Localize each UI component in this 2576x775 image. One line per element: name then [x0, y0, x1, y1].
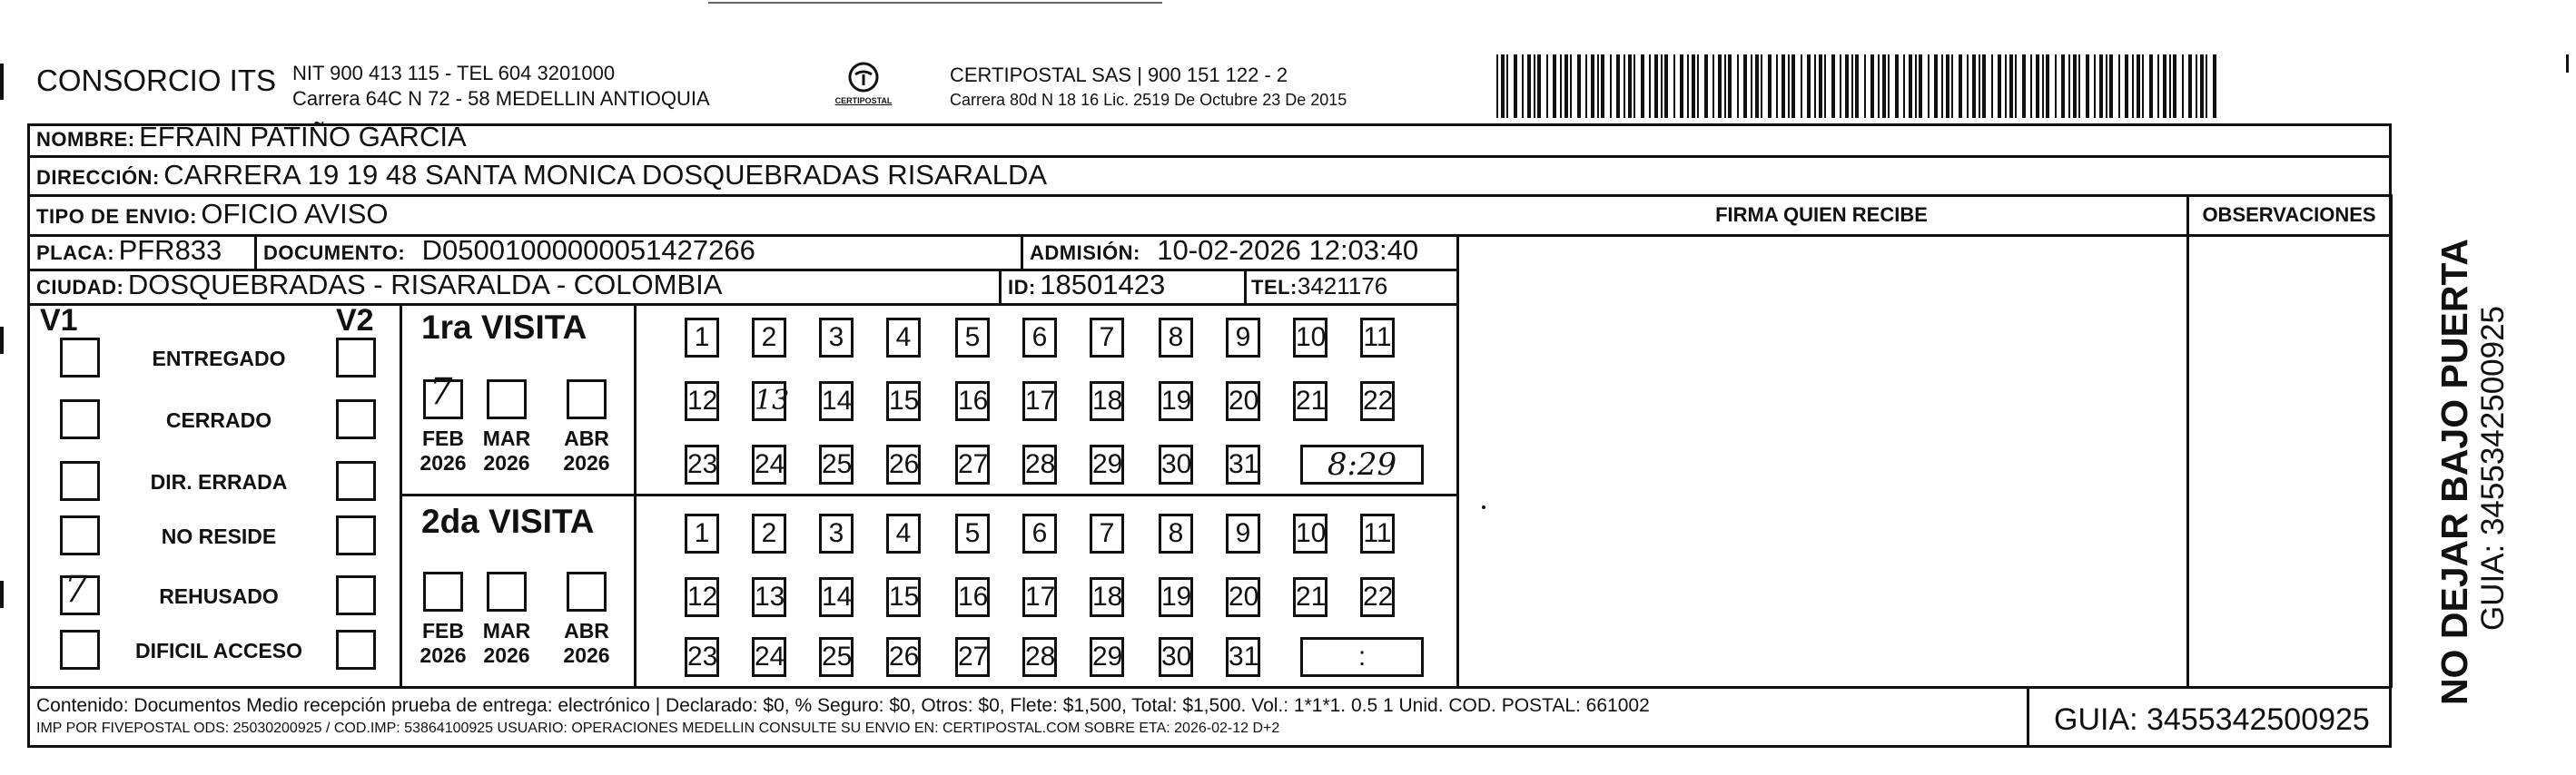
first-visit-day-box[interactable]: 26 — [886, 445, 921, 485]
row-divider — [27, 686, 2392, 689]
barcode-bar — [1959, 54, 1962, 118]
barcode-bar — [2163, 54, 2166, 118]
first-visit-day-box[interactable]: 10 — [1293, 318, 1327, 358]
signature-header: FIRMA QUIEN RECIBE — [1715, 203, 1928, 226]
month-label — [478, 619, 536, 668]
second-visit-day-box[interactable]: 13 — [752, 577, 786, 617]
left-edge-mark — [0, 581, 4, 608]
barcode-bar — [1661, 54, 1663, 118]
id-field — [1008, 269, 1165, 301]
plate-field — [36, 234, 222, 267]
second-visit-day-box[interactable]: 27 — [955, 637, 990, 677]
barcode-bar — [1864, 54, 1866, 118]
second-visit-day-box[interactable]: 18 — [1090, 577, 1124, 617]
month-name: FEB — [422, 619, 464, 643]
barcode-bar — [1649, 54, 1651, 118]
contents-line: Contenido: Documentos Medio recepción prueba de entrega: electrónico | Declarado: $0, % Seguro: $0, Otros: $0, Flete: $1,500, Total: $1,500. Vol.: 1*1*1. 0.5 1 Unid. COD. POSTAL: 661002 — [36, 695, 1650, 716]
name-label: NOMBRE: — [36, 128, 135, 151]
month-name: MAR — [482, 619, 531, 643]
barcode-bar — [1570, 54, 1572, 118]
barcode-bar — [1776, 54, 1778, 118]
first-visit-day-box[interactable]: 29 — [1090, 445, 1124, 485]
row-divider — [1456, 234, 1459, 688]
barcode-bar — [1882, 54, 1886, 118]
v1-checkbox[interactable] — [60, 399, 100, 439]
second-visit-day-box[interactable]: 20 — [1226, 577, 1260, 617]
barcode-bar — [2206, 54, 2207, 118]
barcode-bar — [1998, 54, 2001, 118]
barcode-bar — [1641, 54, 1644, 118]
barcode-bar — [2169, 54, 2171, 118]
carrier-logo — [832, 60, 895, 111]
city-field — [36, 269, 722, 301]
id-value: 18501423 — [1040, 269, 1166, 300]
address-label: DIRECCIÓN: — [36, 166, 160, 189]
barcode-bar — [2078, 54, 2080, 118]
stray-dot — [1482, 505, 1485, 509]
barcode-bar — [2099, 54, 2103, 118]
second-visit-day-box[interactable]: 12 — [685, 577, 719, 617]
footer-guide: GUIA: 3455342500925 — [2054, 702, 2370, 737]
month-name: ABR — [564, 619, 609, 643]
barcode — [1496, 54, 2217, 118]
month-label — [558, 619, 616, 668]
first-visit-day-box[interactable]: 6 — [1022, 318, 1057, 358]
barcode-bar — [1915, 54, 1917, 118]
barcode-bar — [1628, 54, 1632, 118]
sender-nit: NIT 900 413 115 - TEL 604 3201000 — [292, 62, 616, 84]
imp-line: IMP POR FIVEPOSTAL ODS: 25030200925 / COD.IMP: 53864100925 USUARIO: OPERACIONES MEDELLIN CONSULTE SU ENVIO EN: CERTIPOSTAL.COM SOBRE ETA: 2026-02-12 D+2 — [36, 721, 1280, 736]
barcode-bar — [2157, 54, 2159, 118]
second-visit-day-box[interactable]: 14 — [819, 577, 854, 617]
barcode-bar — [2125, 54, 2128, 118]
barcode-bar — [1610, 54, 1612, 118]
month-label — [558, 427, 616, 476]
city-value: DOSQUEBRADAS - RISARALDA - COLOMBIA — [127, 269, 723, 300]
second-visit-day-box[interactable]: 21 — [1293, 577, 1327, 617]
v1-handwritten-mark: 7 — [64, 569, 88, 611]
second-visit-day-box[interactable]: 29 — [1090, 637, 1124, 677]
v2-checkbox[interactable] — [336, 461, 376, 501]
barcode-bar — [2068, 54, 2070, 118]
plate-label: PLACA: — [36, 241, 115, 264]
second-visit-month-box[interactable] — [487, 572, 527, 612]
barcode-bar — [1768, 54, 1772, 118]
admission-field — [1030, 234, 1418, 267]
barcode-bar — [1597, 54, 1599, 118]
month-label — [414, 427, 472, 476]
second-visit-label: 2da VISITA — [421, 503, 595, 540]
sender-name: CONSORCIO ITS — [36, 64, 277, 97]
city-label: CIUDAD: — [36, 276, 124, 299]
barcode-bar — [1946, 54, 1949, 118]
barcode-bar — [1909, 54, 1912, 118]
month-label — [414, 619, 472, 668]
barcode-bar — [1577, 54, 1581, 118]
first-visit-month-box[interactable] — [423, 371, 463, 419]
barcode-bar — [2200, 54, 2204, 118]
carrier-logo-text: CERTIPOSTAL — [834, 96, 893, 105]
barcode-bar — [1680, 54, 1683, 118]
second-visit-day-box[interactable]: 9 — [1226, 514, 1260, 554]
first-visit-day-box[interactable]: 17 — [1022, 381, 1057, 421]
name-value: EFRAIN PATIÑO GARCIA — [139, 121, 467, 152]
v2-checkbox[interactable] — [336, 575, 376, 615]
barcode-bar — [1788, 54, 1790, 118]
barcode-bar — [1761, 54, 1762, 118]
barcode-bar — [1737, 54, 1739, 118]
barcode-bar — [1903, 54, 1905, 118]
first-visit-month-box[interactable] — [567, 379, 607, 419]
second-visit-day-box[interactable]: 23 — [685, 637, 719, 677]
second-visit-day-box[interactable]: 17 — [1022, 577, 1057, 617]
first-visit-day-box[interactable]: 12 — [685, 381, 719, 421]
first-visit-day-box[interactable]: 30 — [1159, 445, 1193, 485]
reason-label: REHUSADO — [159, 584, 279, 608]
barcode-bar — [2061, 54, 2065, 118]
second-visit-day-box[interactable]: 6 — [1022, 514, 1057, 554]
barcode-bar — [1496, 54, 1498, 118]
barcode-bar — [1934, 54, 1938, 118]
first-visit-day-box[interactable]: 2 — [752, 318, 786, 358]
barcode-bar — [1743, 54, 1747, 118]
barcode-bar — [1664, 54, 1668, 118]
barcode-bar — [1534, 54, 1535, 118]
barcode-bar — [1991, 54, 1993, 118]
second-visit-day-box[interactable]: 24 — [752, 637, 786, 677]
second-visit-day-box[interactable]: 30 — [1159, 637, 1193, 677]
reason-label: NO RESIDE — [161, 525, 277, 548]
first-visit-day-box[interactable]: 14 — [819, 381, 854, 421]
month-year: 2026 — [483, 643, 530, 667]
first-visit-day-box[interactable]: 23 — [685, 445, 719, 485]
barcode-bar — [1692, 54, 1695, 118]
address-field — [36, 159, 1047, 191]
barcode-bar — [2196, 54, 2197, 118]
month-handwritten-mark: 7 — [429, 371, 453, 413]
barcode-bar — [1718, 54, 1722, 118]
sender-address: Carrera 64C N 72 - 58 MEDELLIN ANTIOQUIA — [292, 87, 710, 110]
barcode-bar — [1967, 54, 1969, 118]
second-visit-day-box[interactable]: 4 — [886, 514, 921, 554]
left-edge-mark — [0, 64, 4, 100]
barcode-bar — [1895, 54, 1899, 118]
second-visit-day-box[interactable]: 22 — [1360, 577, 1395, 617]
month-name: MAR — [482, 427, 531, 450]
second-visit-day-box[interactable]: 3 — [819, 514, 854, 554]
v2-checkbox[interactable] — [336, 630, 376, 670]
first-visit-day-box[interactable]: 11 — [1360, 318, 1395, 358]
first-visit-day-box[interactable]: 15 — [886, 381, 921, 421]
first-visit-day-box[interactable]: 8 — [1159, 318, 1193, 358]
first-visit-day-box[interactable]: 3 — [819, 318, 854, 358]
barcode-bar — [2137, 54, 2140, 118]
barcode-bar — [2173, 54, 2176, 118]
second-visit-month-box[interactable] — [567, 572, 607, 612]
barcode-bar — [1728, 54, 1732, 118]
barcode-bar — [1951, 54, 1953, 118]
month-label — [478, 427, 536, 476]
name-field — [36, 121, 467, 153]
barcode-bar — [2142, 54, 2144, 118]
v1-checkbox[interactable] — [60, 461, 100, 501]
side-warning: NO DEJAR BAJO PUERTA — [2433, 238, 2475, 706]
reason-label: CERRADO — [165, 408, 272, 432]
document-value: D05001000000051427266 — [421, 234, 755, 266]
second-visit-day-box[interactable]: 1 — [685, 514, 719, 554]
reason-label: DIFICIL ACCESO — [134, 639, 302, 662]
barcode-bar — [2046, 54, 2049, 118]
first-visit-day-box[interactable]: 7 — [1090, 318, 1124, 358]
right-edge-mark — [2566, 54, 2569, 73]
barcode-bar — [2073, 54, 2077, 118]
second-visit-day-box[interactable]: 8 — [1159, 514, 1193, 554]
barcode-bar — [2109, 54, 2113, 118]
second-visit-day-box[interactable]: 5 — [955, 514, 990, 554]
barcode-bar — [1851, 54, 1853, 118]
carrier-address: Carrera 80d N 18 16 Lic. 2519 De Octubre 23 De 2015 — [950, 91, 1347, 109]
barcode-bar — [1624, 54, 1625, 118]
first-visit-day-box[interactable]: 21 — [1293, 381, 1327, 421]
first-visit-day-box[interactable]: 5 — [955, 318, 990, 358]
second-visit-day-box[interactable]: 2 — [752, 514, 786, 554]
cell-divider — [999, 269, 1002, 305]
barcode-bar — [1704, 54, 1708, 118]
barcode-bar — [1972, 54, 1976, 118]
barcode-bar — [2086, 54, 2089, 118]
document-label: DOCUMENTO: — [263, 241, 406, 264]
document-field — [263, 234, 755, 267]
first-visit-day-box[interactable]: 25 — [819, 445, 854, 485]
v1-checkbox[interactable] — [60, 515, 100, 555]
barcode-bar — [1979, 54, 1980, 118]
barcode-bar — [1919, 54, 1922, 118]
barcode-bar — [1585, 54, 1587, 118]
barcode-bar — [1870, 54, 1874, 118]
v2-checkbox[interactable] — [336, 338, 376, 378]
barcode-bar — [2182, 54, 2184, 118]
month-year: 2026 — [419, 643, 467, 667]
barcode-bar — [1888, 54, 1890, 118]
barcode-bar — [1807, 54, 1811, 118]
row-divider — [2390, 194, 2393, 688]
second-visit-day-box[interactable]: 7 — [1090, 514, 1124, 554]
second-visit-day-box[interactable]: 28 — [1022, 637, 1057, 677]
cell-divider — [254, 234, 257, 270]
barcode-bar — [1591, 54, 1594, 118]
barcode-bar — [1791, 54, 1795, 118]
section-divider — [400, 494, 1458, 496]
plate-value: PFR833 — [118, 234, 222, 266]
admission-label: ADMISIÓN: — [1030, 241, 1140, 264]
first-visit-time-box[interactable]: 8:29 — [1300, 445, 1424, 485]
barcode-bar — [1840, 54, 1841, 118]
barcode-bar — [1712, 54, 1714, 118]
month-year: 2026 — [563, 451, 610, 475]
second-visit-day-box[interactable]: 16 — [955, 577, 990, 617]
v1-checkbox[interactable] — [60, 630, 100, 670]
second-visit-day-box[interactable]: 19 — [1159, 577, 1193, 617]
barcode-bar — [1814, 54, 1816, 118]
barcode-bar — [2106, 54, 2107, 118]
first-visit-day-box[interactable]: 19 — [1159, 381, 1193, 421]
top-rule — [708, 2, 1162, 4]
barcode-bar — [1601, 54, 1604, 118]
barcode-bar — [1633, 54, 1635, 118]
admission-value: 10-02-2026 12:03:40 — [1157, 234, 1419, 266]
tel-value: 3421176 — [1297, 272, 1388, 299]
carrier-name: CERTIPOSTAL SAS | 900 151 122 - 2 — [950, 64, 1288, 86]
row-divider — [27, 155, 2392, 158]
barcode-bar — [2009, 54, 2013, 118]
barcode-bar — [1878, 54, 1880, 118]
cell-divider — [1244, 269, 1247, 305]
reason-label: ENTREGADO — [152, 347, 286, 370]
v1-checkbox[interactable] — [60, 569, 100, 615]
row-divider — [27, 194, 2392, 197]
barcode-bar — [1501, 54, 1505, 118]
barcode-bar — [2042, 54, 2044, 118]
barcode-bar — [1928, 54, 1930, 118]
second-visit-day-box[interactable]: 31 — [1226, 637, 1260, 677]
second-visit-day-box[interactable]: 15 — [886, 577, 921, 617]
second-visit-day-box[interactable]: 25 — [819, 637, 854, 677]
barcode-bar — [1514, 54, 1517, 118]
barcode-bar — [1697, 54, 1699, 118]
month-year: 2026 — [483, 451, 530, 475]
barcode-bar — [2188, 54, 2192, 118]
row-divider — [2027, 686, 2029, 746]
ship-type-field — [36, 198, 389, 231]
barcode-bar — [1654, 54, 1658, 118]
id-label: ID: — [1008, 276, 1036, 299]
barcode-bar — [1801, 54, 1802, 118]
second-visit-day-box[interactable]: 11 — [1360, 514, 1395, 554]
barcode-bar — [1751, 54, 1752, 118]
first-visit-month-box[interactable] — [487, 379, 527, 419]
barcode-bar — [1553, 54, 1556, 118]
month-name: FEB — [422, 427, 464, 450]
first-visit-day-box[interactable]: 16 — [955, 381, 990, 421]
first-visit-day-box[interactable]: 28 — [1022, 445, 1057, 485]
barcode-bar — [1855, 54, 1859, 118]
month-name: ABR — [564, 427, 609, 450]
barcode-bar — [1527, 54, 1531, 118]
first-visit-day-box[interactable]: 1 — [685, 318, 719, 358]
barcode-bar — [2094, 54, 2096, 118]
observations-header: OBSERVACIONES — [2202, 203, 2376, 226]
cell-divider — [1021, 234, 1023, 270]
barcode-bar — [2213, 54, 2216, 118]
second-visit-month-box[interactable] — [423, 572, 463, 612]
barcode-bar — [1687, 54, 1689, 118]
second-visit-day-box[interactable]: 26 — [886, 637, 921, 677]
tel-field — [1251, 272, 1387, 300]
first-visit-day-box[interactable]: 24 — [752, 445, 786, 485]
v1-checkbox[interactable] — [60, 338, 100, 378]
barcode-bar — [1724, 54, 1726, 118]
v1-label: V1 — [40, 303, 78, 338]
barcode-bar — [1755, 54, 1759, 118]
reason-label: DIR. ERRADA — [150, 470, 288, 494]
first-visit-day-box[interactable]: 9 — [1226, 318, 1260, 358]
month-year: 2026 — [419, 451, 467, 475]
barcode-bar — [2022, 54, 2026, 118]
barcode-bar — [1546, 54, 1548, 118]
barcode-bar — [1824, 54, 1826, 118]
barcode-bar — [1781, 54, 1785, 118]
first-visit-label: 1ra VISITA — [421, 309, 587, 346]
barcode-bar — [2149, 54, 2153, 118]
first-visit-day-box[interactable]: 18 — [1090, 381, 1124, 421]
barcode-bar — [1560, 54, 1562, 118]
first-visit-day-box[interactable]: 20 — [1226, 381, 1260, 421]
barcode-bar — [2005, 54, 2007, 118]
v2-checkbox[interactable] — [336, 515, 376, 555]
address-value: CARRERA 19 19 48 SANTA MONICA DOSQUEBRADAS RISARALDA — [163, 159, 1048, 191]
first-visit-day-box[interactable]: 22 — [1360, 381, 1395, 421]
side-guide: GUIA: 3455342500925 — [2475, 305, 2511, 632]
barcode-bar — [1831, 54, 1835, 118]
row-divider — [2186, 194, 2189, 688]
first-visit-day-box[interactable]: 4 — [886, 318, 921, 358]
barcode-bar — [1982, 54, 1986, 118]
second-visit-time-box[interactable]: : — [1300, 637, 1424, 677]
ship-type-value: OFICIO AVISO — [201, 198, 389, 230]
month-year: 2026 — [563, 643, 610, 667]
barcode-bar — [2030, 54, 2032, 118]
barcode-bar — [1506, 54, 1508, 118]
barcode-bar — [2132, 54, 2134, 118]
ship-type-label: TIPO DE ENVIO: — [36, 205, 197, 228]
barcode-bar — [1522, 54, 1524, 118]
barcode-bar — [1616, 54, 1620, 118]
second-visit-day-box[interactable]: 10 — [1293, 514, 1327, 554]
barcode-bar — [1941, 54, 1943, 118]
tel-label: TEL: — [1251, 276, 1298, 299]
barcode-bar — [2015, 54, 2017, 118]
first-visit-day-box[interactable]: 13 — [752, 381, 786, 421]
barcode-bar — [2036, 54, 2039, 118]
first-visit-day-box[interactable]: 27 — [955, 445, 990, 485]
v2-label: V2 — [336, 303, 374, 338]
barcode-bar — [1537, 54, 1541, 118]
barcode-bar — [1564, 54, 1568, 118]
barcode-bar — [1845, 54, 1849, 118]
barcode-bar — [1673, 54, 1675, 118]
barcode-bar — [2055, 54, 2057, 118]
first-visit-day-box[interactable]: 31 — [1226, 445, 1260, 485]
left-edge-mark — [0, 327, 4, 354]
barcode-bar — [1819, 54, 1822, 118]
barcode-bar — [2118, 54, 2120, 118]
v2-checkbox[interactable] — [336, 399, 376, 439]
